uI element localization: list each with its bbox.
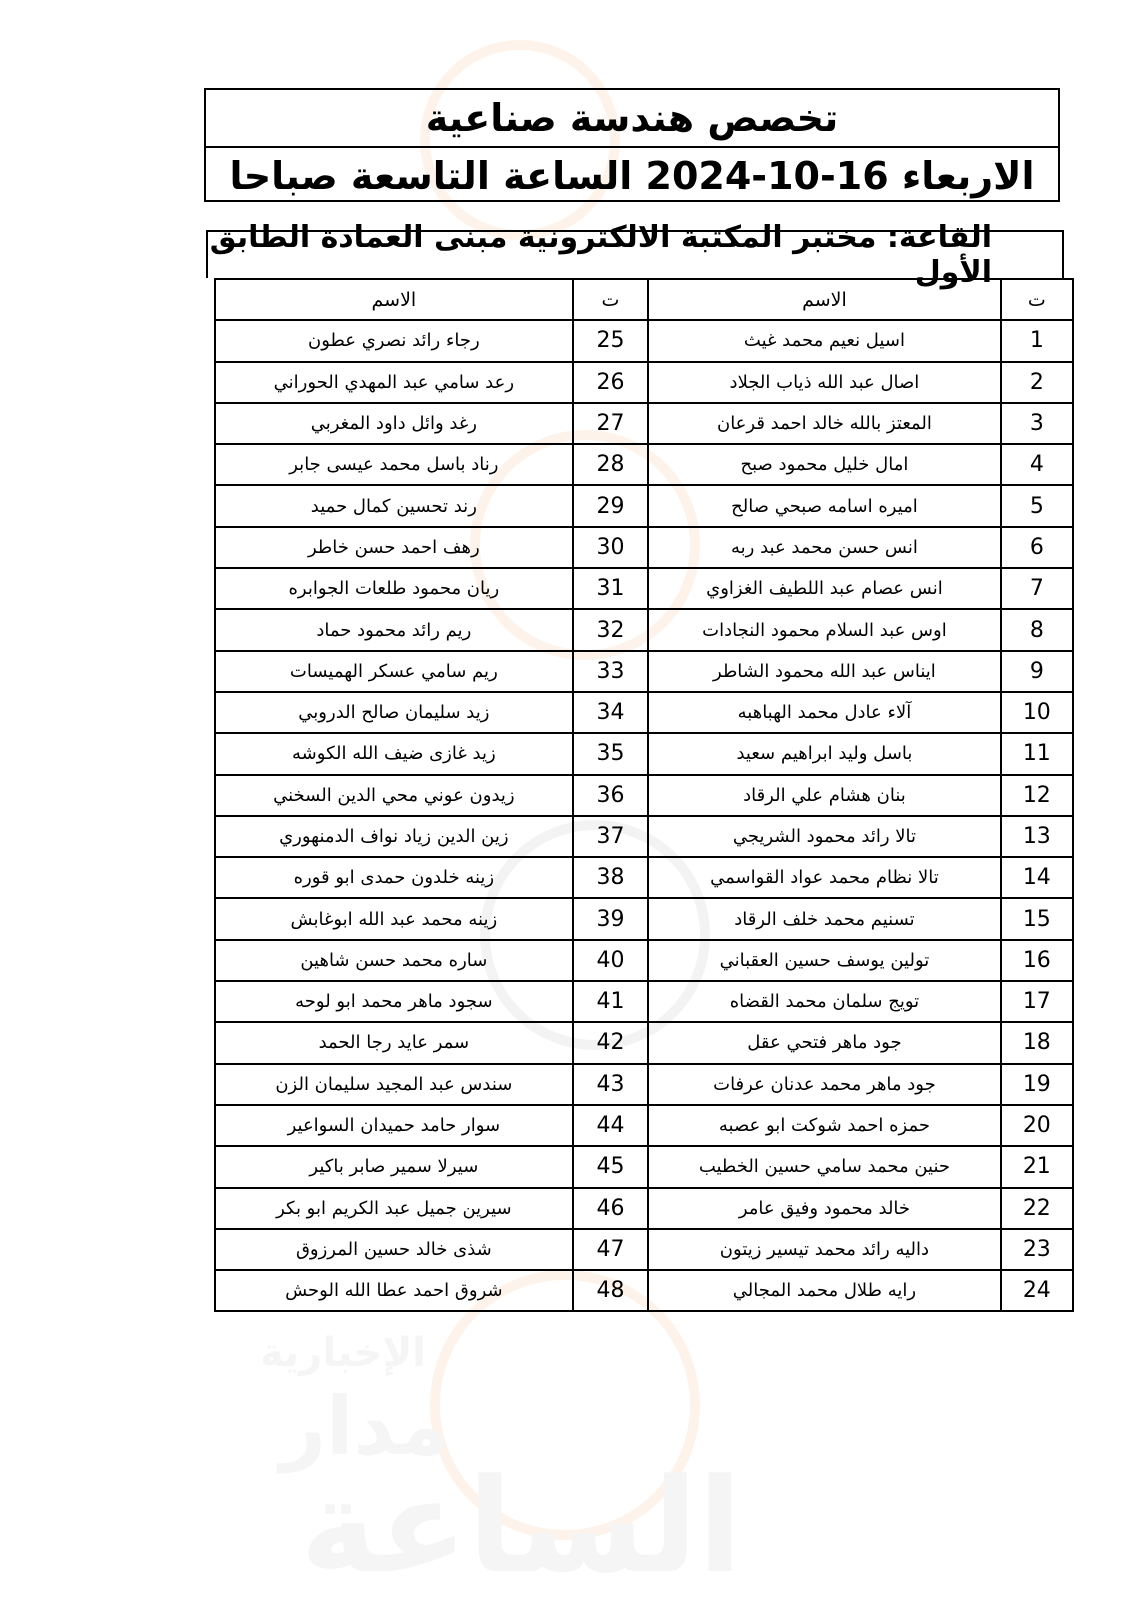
student-name: تولين يوسف حسين العقباني <box>648 940 1000 981</box>
student-name: امال خليل محمود صبح <box>648 444 1000 485</box>
row-number: 24 <box>1001 1270 1073 1311</box>
row-number: 10 <box>1001 692 1073 733</box>
student-name: زين الدين زياد نواف الدمنهوري <box>215 816 573 857</box>
table-row <box>215 1064 1073 1105</box>
row-number: 9 <box>1001 651 1073 692</box>
student-name: شذى خالد حسين المرزوق <box>215 1229 573 1270</box>
row-number: 41 <box>573 981 649 1022</box>
row-number: 40 <box>573 940 649 981</box>
student-name: شروق احمد عطا الله الوحش <box>215 1270 573 1311</box>
row-number: 6 <box>1001 527 1073 568</box>
row-number: 26 <box>573 362 649 403</box>
row-number: 3 <box>1001 403 1073 444</box>
student-name: ساره محمد حسن شاهين <box>215 940 573 981</box>
row-number: 46 <box>573 1188 649 1229</box>
student-name: سوار حامد حميدان السواعير <box>215 1105 573 1146</box>
table-row <box>215 568 1073 609</box>
student-name: جود ماهر فتحي عقل <box>648 1022 1000 1063</box>
student-name: رهف احمد حسن خاطر <box>215 527 573 568</box>
table-row <box>215 775 1073 816</box>
student-name: تالا نظام محمد عواد القواسمي <box>648 857 1000 898</box>
student-name: زيدون عوني محي الدين السخني <box>215 775 573 816</box>
row-number: 35 <box>573 733 649 774</box>
student-name: زينه خلدون حمدى ابو قوره <box>215 857 573 898</box>
row-number: 19 <box>1001 1064 1073 1105</box>
student-name: خالد محمود وفيق عامر <box>648 1188 1000 1229</box>
row-number: 31 <box>573 568 649 609</box>
row-number: 43 <box>573 1064 649 1105</box>
row-number: 20 <box>1001 1105 1073 1146</box>
table-row <box>215 444 1073 485</box>
row-number: 12 <box>1001 775 1073 816</box>
table-body <box>215 320 1073 1311</box>
col-header-num: ت <box>573 279 649 320</box>
table-row <box>215 898 1073 939</box>
row-number: 45 <box>573 1146 649 1187</box>
table-row <box>215 1022 1073 1063</box>
row-number: 2 <box>1001 362 1073 403</box>
table-row <box>215 692 1073 733</box>
student-name: سيرين جميل عبد الكريم ابو بكر <box>215 1188 573 1229</box>
table-row <box>215 1229 1073 1270</box>
student-name: ريم رائد محمود حماد <box>215 609 573 650</box>
table-row <box>215 609 1073 650</box>
student-name: جود ماهر محمد عدنان عرفات <box>648 1064 1000 1105</box>
table-row <box>215 981 1073 1022</box>
row-number: 4 <box>1001 444 1073 485</box>
page-title: تخصص هندسة صناعية <box>425 96 839 140</box>
student-name: آلاء عادل محمد الهباهبه <box>648 692 1000 733</box>
table-row <box>215 485 1073 526</box>
col-header-num: ت <box>1001 279 1073 320</box>
row-number: 22 <box>1001 1188 1073 1229</box>
row-number: 5 <box>1001 485 1073 526</box>
student-name: اصال عبد الله ذياب الجلاد <box>648 362 1000 403</box>
student-name: زينه محمد عبد الله ابوغابش <box>215 898 573 939</box>
row-number: 39 <box>573 898 649 939</box>
table-row <box>215 733 1073 774</box>
row-number: 34 <box>573 692 649 733</box>
col-header-name: الاسم <box>648 279 1000 320</box>
row-number: 25 <box>573 320 649 361</box>
student-roster-table <box>214 278 1074 1312</box>
student-name: زيد غازى ضيف الله الكوشه <box>215 733 573 774</box>
student-name: سجود ماهر محمد ابو لوحه <box>215 981 573 1022</box>
student-name: حنين محمد سامي حسين الخطيب <box>648 1146 1000 1187</box>
student-name: انس عصام عبد اللطيف الغزاوي <box>648 568 1000 609</box>
table-row <box>215 1188 1073 1229</box>
row-number: 13 <box>1001 816 1073 857</box>
student-name: سمر عايد رجا الحمد <box>215 1022 573 1063</box>
student-name: رايه طلال محمد المجالي <box>648 1270 1000 1311</box>
table-row <box>215 362 1073 403</box>
row-number: 8 <box>1001 609 1073 650</box>
student-name: رعد سامي عبد المهدي الحوراني <box>215 362 573 403</box>
student-name: رناد باسل محمد عيسى جابر <box>215 444 573 485</box>
row-number: 38 <box>573 857 649 898</box>
student-name: تالا رائد محمود الشريجي <box>648 816 1000 857</box>
student-name: حمزه احمد شوكت ابو عصبه <box>648 1105 1000 1146</box>
student-name: رجاء رائد نصري عطون <box>215 320 573 361</box>
row-number: 47 <box>573 1229 649 1270</box>
student-name: سيرلا سمير صابر باكير <box>215 1146 573 1187</box>
student-name: انس حسن محمد عبد ربه <box>648 527 1000 568</box>
table-row <box>215 403 1073 444</box>
student-name: بنان هشام علي الرقاد <box>648 775 1000 816</box>
row-number: 7 <box>1001 568 1073 609</box>
student-name: ريم سامي عسكر الهميسات <box>215 651 573 692</box>
row-number: 16 <box>1001 940 1073 981</box>
row-number: 27 <box>573 403 649 444</box>
row-number: 21 <box>1001 1146 1073 1187</box>
student-name: اميره اسامه صبحي صالح <box>648 485 1000 526</box>
row-number: 37 <box>573 816 649 857</box>
student-name: اوس عبد السلام محمود النجادات <box>648 609 1000 650</box>
student-name: تويج سلمان محمد القضاه <box>648 981 1000 1022</box>
row-number: 1 <box>1001 320 1073 361</box>
row-number: 15 <box>1001 898 1073 939</box>
row-number: 44 <box>573 1105 649 1146</box>
student-name: اسيل نعيم محمد غيث <box>648 320 1000 361</box>
row-number: 42 <box>573 1022 649 1063</box>
student-name: تسنيم محمد خلف الرقاد <box>648 898 1000 939</box>
row-number: 36 <box>573 775 649 816</box>
row-number: 29 <box>573 485 649 526</box>
student-name: باسل وليد ابراهيم سعيد <box>648 733 1000 774</box>
row-number: 32 <box>573 609 649 650</box>
table-row <box>215 857 1073 898</box>
row-number: 48 <box>573 1270 649 1311</box>
student-name: داليه رائد محمد تيسير زيتون <box>648 1229 1000 1270</box>
table-row <box>215 1270 1073 1311</box>
row-number: 28 <box>573 444 649 485</box>
table-row <box>215 651 1073 692</box>
row-number: 17 <box>1001 981 1073 1022</box>
table-row <box>215 1146 1073 1187</box>
header-box <box>204 88 1060 202</box>
table-row <box>215 940 1073 981</box>
student-name: رند تحسين كمال حميد <box>215 485 573 526</box>
student-name: ريان محمود طلعات الجوابره <box>215 568 573 609</box>
student-name: ايناس عبد الله محمود الشاطر <box>648 651 1000 692</box>
row-number: 33 <box>573 651 649 692</box>
table-row <box>215 320 1073 361</box>
row-number: 18 <box>1001 1022 1073 1063</box>
row-number: 23 <box>1001 1229 1073 1270</box>
hall-label: القاعة: مختبر المكتبة الالكترونية مبنى العمادة الطابق الأول <box>206 230 1064 278</box>
table-header-row <box>215 279 1073 320</box>
student-name: زيد سليمان صالح الدروبي <box>215 692 573 733</box>
student-name: رغد وائل داود المغربي <box>215 403 573 444</box>
col-header-name: الاسم <box>215 279 573 320</box>
table-row <box>215 1105 1073 1146</box>
exam-session: الاربعاء 16-10-2024 الساعة التاسعة صباحا <box>206 146 1058 204</box>
row-number: 14 <box>1001 857 1073 898</box>
table-row <box>215 527 1073 568</box>
table-row <box>215 816 1073 857</box>
student-name: سندس عبد المجيد سليمان الزن <box>215 1064 573 1105</box>
row-number: 11 <box>1001 733 1073 774</box>
student-name: المعتز بالله خالد احمد قرعان <box>648 403 1000 444</box>
row-number: 30 <box>573 527 649 568</box>
